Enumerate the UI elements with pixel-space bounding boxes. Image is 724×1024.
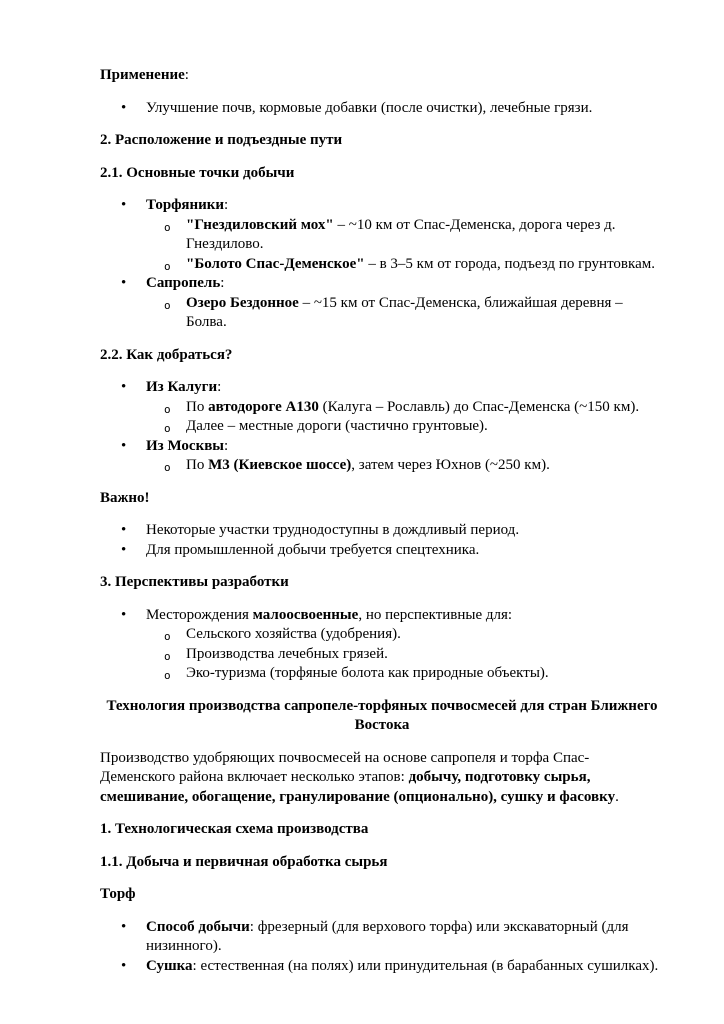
text-run: Сельского хозяйства (удобрения).: [186, 626, 401, 642]
text-run: Улучшение почв, кормовые добавки (после очистки), лечебные грязи.: [146, 99, 593, 116]
list-item-text: [146, 197, 228, 213]
sub-list-item: [186, 294, 664, 333]
list-item-text: [146, 275, 224, 291]
text-run: По: [186, 457, 209, 473]
text-run-bold: 2. Расположение и подъездные пути: [100, 132, 343, 148]
heading-section-2: [100, 131, 664, 151]
important-heading: [100, 489, 664, 509]
text-run-bold: добычу, подготовку сырья, смешивание, обогащение, гранулирование (опционально), сушку и фасовку: [100, 769, 616, 805]
text-run: .: [615, 788, 619, 805]
text-run-bold: "Болото Спас-Деменское": [186, 255, 365, 272]
text-run-bold: Применение: [100, 67, 185, 83]
text-run-bold: Озеро Бездонное: [186, 294, 299, 311]
list-item-from-kaluga: [146, 378, 664, 437]
sapropel-sublist: [146, 294, 664, 333]
text-run: – ~15 км от Спас-Деменска, ближайшая деревня – Болва.: [186, 294, 623, 330]
sub-list-item: [186, 398, 664, 418]
text-run-bold: малоосвоенные: [252, 606, 359, 623]
text-run: Далее – местные дороги (частично грунтовые).: [186, 418, 488, 434]
text-run: :: [220, 275, 225, 291]
text-run: По: [186, 398, 209, 415]
kaluga-sublist: [146, 398, 664, 437]
text-run: Производство удобряющих почвосмесей на основе сапропеля и торфа Спас-Деменского района включает несколько этапов:: [100, 749, 590, 785]
text-run-bold: Сушка: [146, 957, 193, 974]
sub-list-item: [186, 664, 664, 684]
text-run: Для промышленной добычи требуется спецтехника.: [146, 541, 480, 558]
text-run: (Калуга – Рославль) до Спас-Деменска (~150 км).: [318, 398, 640, 415]
sub-list-item: [186, 216, 664, 255]
text-run-bold: Торфяники: [146, 197, 225, 213]
sub-list-item: [186, 645, 664, 665]
peat-heading: [100, 885, 664, 905]
list-item-torfyaniki: [146, 196, 664, 274]
list-item-text: [146, 438, 228, 454]
text-run-bold: Торф: [100, 886, 136, 902]
text-run: , но перспективные для:: [358, 606, 513, 623]
text-run-bold: Технология производства сапропеле-торфяных почвосмесей для стран Ближнего Востока: [106, 697, 658, 733]
text-run: :: [217, 379, 222, 395]
list-item: [146, 957, 664, 977]
production-paragraph: [100, 749, 664, 808]
text-run: : естественная (на полях) или принудительная (в барабанных сушилках).: [192, 957, 659, 974]
torfyaniki-sublist: [146, 216, 664, 275]
text-run: – в 3–5 км от города, подъезд по грунтовкам.: [364, 255, 655, 272]
peat-list: [100, 918, 664, 977]
text-run-bold: Из Москвы: [146, 437, 225, 454]
prospects-sublist: [146, 625, 664, 684]
text-run: – ~10 км от Спас-Деменска, дорога через д. Гнездилово.: [186, 216, 616, 252]
text-run-bold: 2.2. Как добраться?: [100, 346, 233, 363]
heading-section-2-2: [100, 346, 664, 366]
list-item-from-moscow: [146, 437, 664, 476]
heading-section-3: [100, 573, 664, 593]
text-run-bold: 2.1. Основные точки добычи: [100, 164, 295, 181]
list-item: [146, 541, 664, 561]
text-run-bold: 1.1. Добыча и первичная обработка сырья: [100, 853, 388, 870]
text-run: , затем через Юхнов (~250 км).: [351, 457, 550, 473]
text-run-bold: М3 (Киевское шоссе): [208, 457, 352, 473]
applications-list: [100, 99, 664, 119]
text-run: Некоторые участки труднодоступны в дождливый период.: [146, 522, 520, 538]
text-run-bold: "Гнездиловский мох": [186, 216, 334, 233]
sub-list-item: [186, 625, 664, 645]
important-list: [100, 521, 664, 560]
list-item-sapropel: [146, 274, 664, 333]
text-run-bold: Способ добычи: [146, 918, 250, 935]
text-run-bold: 1. Технологическая схема производства: [100, 821, 369, 837]
prospects-list: [100, 606, 664, 684]
list-item: [146, 521, 664, 541]
text-run: :: [224, 437, 229, 454]
list-item-text: [146, 379, 221, 395]
list-item: [146, 99, 664, 119]
text-run-bold: 3. Перспективы разработки: [100, 574, 289, 590]
heading-section-1: [100, 820, 664, 840]
text-run: : фрезерный (для верхового торфа) или экскаваторный (для низинного).: [146, 918, 629, 954]
heading-section-2-1: [100, 164, 664, 184]
sub-list-item: [186, 417, 664, 437]
mining-points-list: [100, 196, 664, 333]
applications-heading: [100, 66, 664, 86]
text-run-bold: Сапропель: [146, 275, 221, 291]
route-list: [100, 378, 664, 476]
list-item-text: [146, 607, 512, 623]
list-item: [146, 918, 664, 957]
sub-list-item: [186, 456, 664, 476]
text-run-bold: Из Калуги: [146, 379, 218, 395]
text-run: Эко-туризма (торфяные болота как природные объекты).: [186, 665, 549, 681]
text-run: :: [184, 67, 189, 83]
heading-section-1-1: [100, 853, 664, 873]
list-item-prospects: [146, 606, 664, 684]
moscow-sublist: [146, 456, 664, 476]
technology-title: [100, 697, 664, 736]
text-run: :: [224, 197, 229, 213]
text-run-bold: Важно!: [100, 489, 150, 506]
text-run: Производства лечебных грязей.: [186, 645, 388, 662]
sub-list-item: [186, 255, 664, 275]
text-run-bold: автодороге А130: [208, 398, 319, 415]
text-run: Месторождения: [146, 606, 253, 623]
